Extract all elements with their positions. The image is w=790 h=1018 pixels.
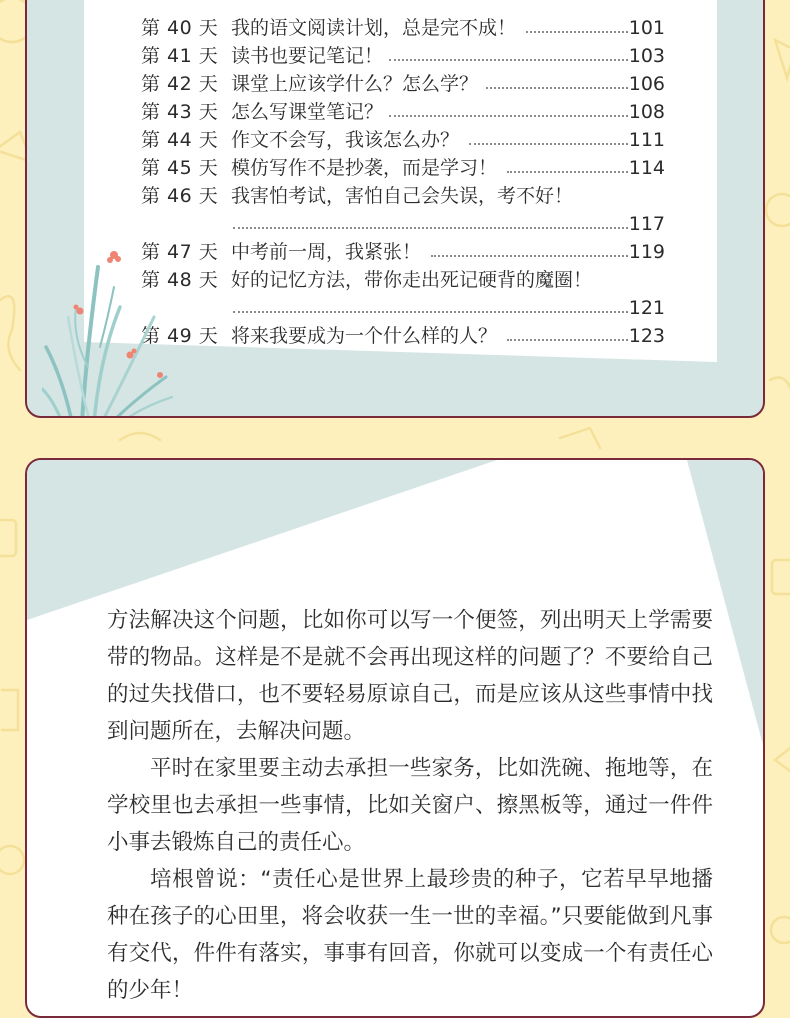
toc-day: 第 47 天 xyxy=(141,241,219,263)
article-paragraph: 培根曾说：“责任心是世界上最珍贵的种子，它若早早地播种在孩子的心田里，将会收获一生一世的幸福。”只要能做到凡事有交代，件件有落实，事事有回音，你就可以变成一个有责任心的少年！ xyxy=(107,867,713,1003)
toc-day: 第 46 天 xyxy=(141,185,219,207)
toc-title: 模仿写作不是抄袭，而是学习！ xyxy=(231,157,498,179)
toc-entry[interactable] xyxy=(141,70,665,98)
toc-entry[interactable] xyxy=(141,126,665,154)
toc-day: 第 40 天 xyxy=(141,17,219,39)
toc-day: 第 49 天 xyxy=(141,325,219,347)
toc-leader xyxy=(507,339,628,341)
article-paragraph: 平时在家里要主动去承担一些家务，比如洗碗、拖地等，在学校里也去承担一些事情，比如关窗户、擦黑板等，通过一件件小事去锻炼自己的责任心。 xyxy=(107,756,713,855)
toc-page: 114 xyxy=(628,157,665,179)
toc-entry[interactable] xyxy=(141,182,665,238)
toc-title: 将来我要成为一个什么样的人？ xyxy=(231,325,498,347)
toc-leader xyxy=(526,31,628,33)
toc-entry[interactable] xyxy=(141,266,665,322)
toc-day: 第 45 天 xyxy=(141,157,219,179)
toc-page: 106 xyxy=(628,73,665,95)
toc-day: 第 42 天 xyxy=(141,73,219,95)
toc-leader xyxy=(389,59,628,61)
toc-leader xyxy=(486,87,628,89)
article-card xyxy=(25,458,765,1018)
article-paragraph: 方法解决这个问题，比如你可以写一个便签，列出明天上学需要带的物品。这样是不是就不会再出现这样的问题了？不要给自己的过失找借口，也不要轻易原谅自己，而是应该从这些事情中找到问题所在，去解决问题。 xyxy=(107,608,713,744)
toc-page: 111 xyxy=(628,129,665,151)
toc-title: 读书也要记笔记！ xyxy=(231,45,384,67)
toc-page: 117 xyxy=(628,213,665,235)
toc-leader xyxy=(233,311,628,313)
toc-day: 第 43 天 xyxy=(141,101,219,123)
toc-page: 121 xyxy=(628,297,665,319)
toc-leader xyxy=(507,171,628,173)
toc-page: 108 xyxy=(628,101,665,123)
toc-title: 作文不会写，我该怎么办？ xyxy=(231,129,460,151)
toc-entry[interactable] xyxy=(141,42,665,70)
toc-card xyxy=(25,0,765,418)
toc-page: 101 xyxy=(628,17,665,39)
toc-day: 第 41 天 xyxy=(141,45,219,67)
plant-decoration-icon xyxy=(42,247,182,418)
toc-day: 第 48 天 xyxy=(141,269,219,291)
toc-page: 103 xyxy=(628,45,665,67)
toc-title: 我的语文阅读计划，总是完不成！ xyxy=(231,17,517,39)
toc-page: 119 xyxy=(628,241,665,263)
toc-entry[interactable] xyxy=(141,238,665,266)
toc-title: 课堂上应该学什么？怎么学？ xyxy=(231,73,479,95)
toc-leader xyxy=(389,115,628,117)
toc-page: 123 xyxy=(628,325,665,347)
toc-entry[interactable] xyxy=(141,14,665,42)
toc-entry[interactable] xyxy=(141,98,665,126)
toc-title: 好的记忆方法，带你走出死记硬背的魔圈！ xyxy=(231,269,593,291)
toc-title: 我害怕考试，害怕自己会失误，考不好！ xyxy=(231,185,574,207)
toc-leader xyxy=(233,227,628,229)
toc-entry[interactable] xyxy=(141,322,665,350)
toc-leader xyxy=(469,143,628,145)
toc-title: 中考前一周，我紧张！ xyxy=(231,241,422,263)
toc-day: 第 44 天 xyxy=(141,129,219,151)
toc-title: 怎么写课堂笔记？ xyxy=(231,101,384,123)
toc-leader xyxy=(431,255,628,257)
article-body xyxy=(107,602,713,1009)
toc-entry[interactable] xyxy=(141,154,665,182)
